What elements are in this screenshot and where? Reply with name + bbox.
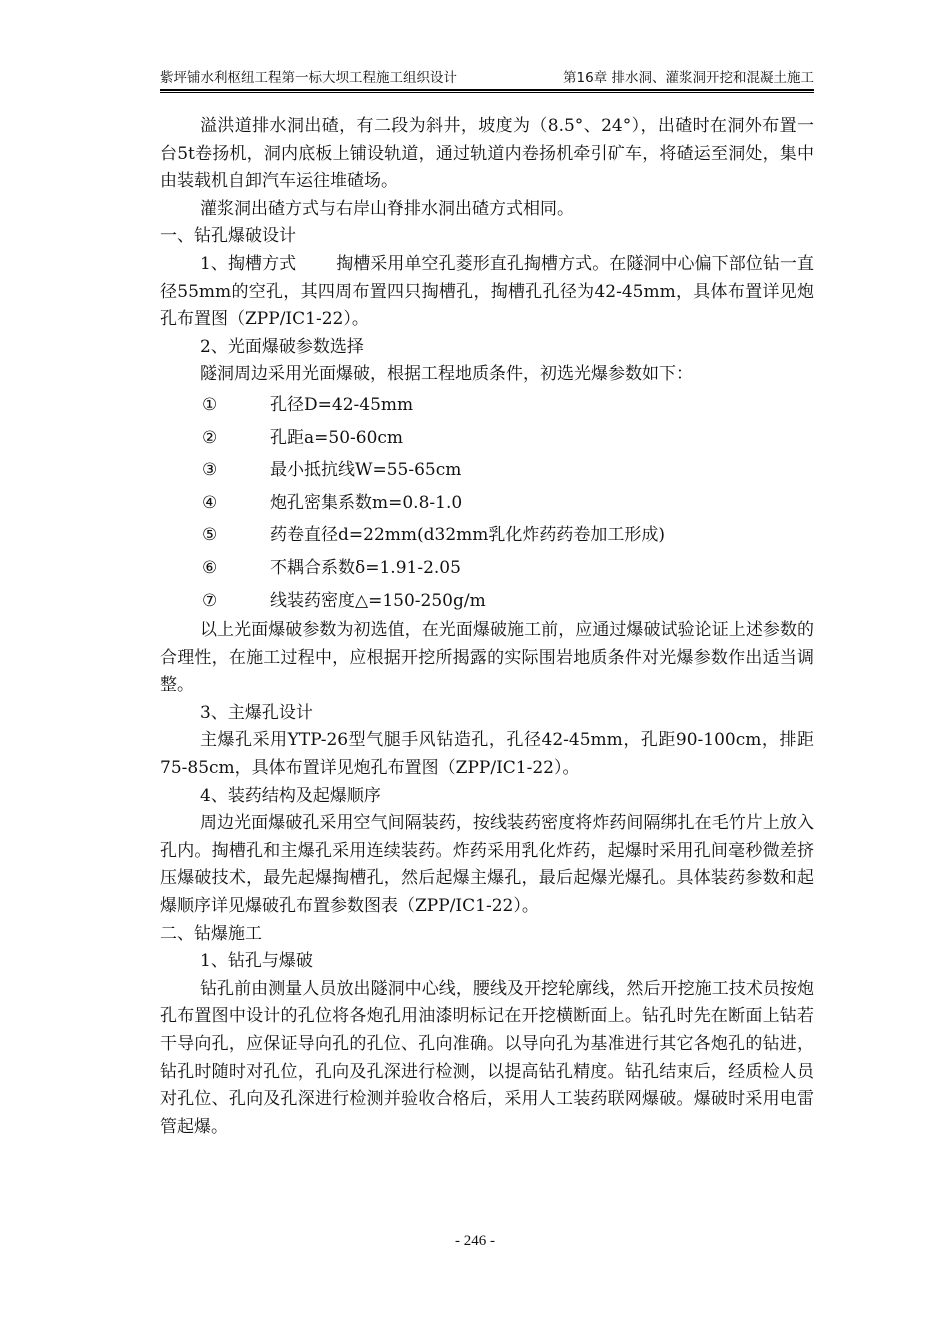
parameter-list bbox=[160, 389, 814, 617]
list-item bbox=[160, 552, 814, 585]
list-item-text: 孔径D=42-45mm bbox=[270, 394, 414, 415]
list-item-marker: ④ bbox=[202, 492, 218, 513]
page-header bbox=[160, 66, 814, 88]
subheading-main-blast-holes: 3、主爆孔设计 bbox=[200, 702, 313, 723]
list-item-marker: ② bbox=[202, 427, 218, 448]
list-item bbox=[160, 454, 814, 487]
list-item-marker: ① bbox=[202, 394, 218, 415]
list-item-text: 药卷直径d=22mm(d32mm乳化炸药药卷加工形成) bbox=[270, 525, 666, 546]
list-item-text: 最小抵抗线W=55-65cm bbox=[270, 460, 462, 481]
header-rule-thin bbox=[160, 92, 814, 93]
list-item-text: 不耦合系数δ=1.91-2.05 bbox=[270, 557, 461, 578]
paragraph-params-note: 以上光面爆破参数为初选值，在光面爆破施工前，应通过爆破试验论证上述参数的合理性，在施工过程中，应根据开挖所揭露的实际围岩地质条件对光爆参数作出适当调整。 bbox=[160, 620, 814, 696]
list-item-text: 孔距a=50-60cm bbox=[270, 427, 404, 448]
subheading-smooth-blasting-params: 2、光面爆破参数选择 bbox=[200, 336, 364, 357]
list-item bbox=[160, 487, 814, 520]
list-item-marker: ⑥ bbox=[202, 557, 218, 578]
paragraph-grout-tunnel-muck: 灌浆洞出碴方式与右岸山脊排水洞出碴方式相同。 bbox=[200, 198, 574, 219]
paragraph-main-blast-holes: 主爆孔采用YTP-26型气腿手风钻造孔，孔径42-45mm，孔距90-100cm，排距75-85cm，具体布置详见炮孔布置图（ZPP/IC1-22）。 bbox=[160, 730, 814, 779]
cut-method-text: 掏槽采用单空孔菱形直孔掏槽方式。在隧洞中心偏下部位钻一直径55mm的空孔，其四周布置四只掏槽孔，掏槽孔孔径为42-45mm，具体布置详见炮孔布置图（ZPP/IC1-22）。 bbox=[160, 253, 814, 330]
header-chapter-title: 第16章 排水洞、灌浆洞开挖和混凝土施工 bbox=[563, 70, 814, 86]
list-item-text: 线装药密度△=150-250g/m bbox=[270, 590, 486, 611]
paragraph-spillway-muck: 溢洪道排水洞出碴，有二段为斜井，坡度为（8.5°、24°），出碴时在洞外布置一台5t卷扬机，洞内底板上铺设轨道，通过轨道内卷扬机牵引矿车，将碴运至洞处，集中由装载机自卸汽车运往堆碴场。 bbox=[160, 116, 814, 192]
header-rule bbox=[160, 89, 814, 91]
header-document-title: 紫坪铺水利枢纽工程第一标大坝工程施工组织设计 bbox=[160, 70, 457, 86]
paragraph-charge-structure: 周边光面爆破孔采用空气间隔装药，按线装药密度将炸药间隔绑扎在毛竹片上放入孔内。掏槽孔和主爆孔采用连续装药。炸药采用乳化炸药，起爆时采用孔间毫秒微差挤压爆破技术，最先起爆掏槽孔，然后起爆主爆孔，最后起爆光爆孔。具体装药参数和起爆顺序详见爆破孔布置参数图表（ZPP/IC1-22）。 bbox=[160, 813, 814, 917]
subheading-charge-structure: 4、装药结构及起爆顺序 bbox=[200, 785, 381, 806]
list-item-marker: ⑤ bbox=[202, 525, 218, 546]
paragraph-cut-method bbox=[160, 251, 814, 334]
list-item-text: 炮孔密集系数m=0.8-1.0 bbox=[270, 492, 463, 513]
section-heading-drill-blast-design: 一、钻孔爆破设计 bbox=[160, 226, 296, 247]
list-item bbox=[160, 519, 814, 552]
subheading-drilling-blasting: 1、钻孔与爆破 bbox=[200, 951, 313, 972]
list-item bbox=[160, 389, 814, 422]
page-number: - 246 - bbox=[455, 1233, 495, 1249]
page-body bbox=[160, 113, 814, 1141]
subheading-cut-method: 1、掏槽方式 bbox=[200, 253, 297, 274]
list-item-marker: ⑦ bbox=[202, 590, 218, 611]
list-item bbox=[160, 585, 814, 618]
paragraph-smooth-blasting-intro: 隧洞周边采用光面爆破，根据工程地质条件，初选光爆参数如下： bbox=[200, 364, 693, 385]
paragraph-drilling-blasting: 钻孔前由测量人员放出隧洞中心线，腰线及开挖轮廓线，然后开挖施工技术员按炮孔布置图中设计的孔位将各炮孔用油漆明标记在开挖横断面上。钻孔时先在断面上钻若干导向孔，应保证导向孔的孔位、孔向准确。以导向孔为基准进行其它各炮孔的钻进，钻孔时随时对孔位，孔向及孔深进行检测，以提高钻孔精度。钻孔结束后，经质检人员对孔位、孔向及孔深进行检测并验收合格后，采用人工装药联网爆破。爆破时采用电雷管起爆。 bbox=[160, 978, 814, 1137]
list-item-marker: ③ bbox=[202, 460, 218, 481]
list-item bbox=[160, 422, 814, 455]
section-heading-drill-blast-construction: 二、钻爆施工 bbox=[160, 923, 262, 944]
